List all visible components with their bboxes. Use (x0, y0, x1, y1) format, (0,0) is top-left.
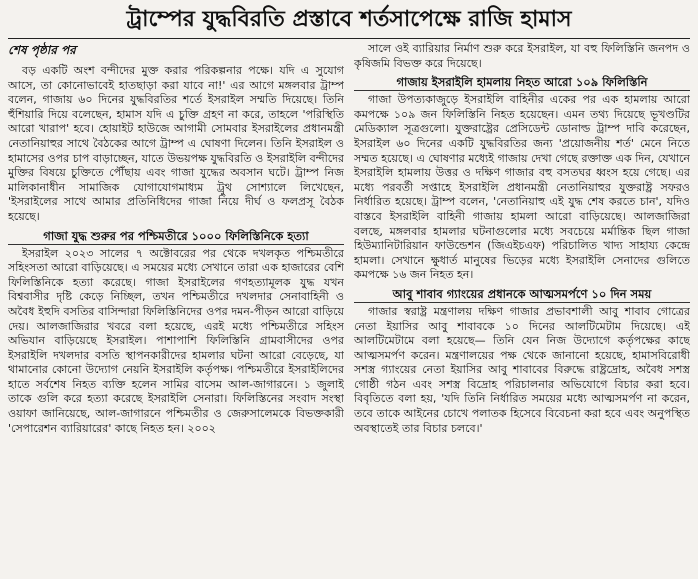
headline: ট্রাম্পের যুদ্ধবিরতি প্রস্তাবে শর্তসাপেক্ষে রাজি হামাস (126, 6, 572, 32)
continued-label: শেষ পৃষ্ঠার পর (8, 43, 76, 57)
paragraph: সালে ওই ব্যারিয়ার নির্মাণ শুরু করে ইসরাইল, যা বহু ফিলিস্তিনি জনপদ ও কৃষিজমি বিভক্ত করে দিয়েছে। (354, 42, 690, 70)
headline-divider (8, 38, 690, 39)
subheading: আবু শাবাব গ্যাংয়ের প্রধানকে আত্মসমর্পণে ১০ দিন সময় (354, 286, 690, 303)
left-column (8, 42, 344, 574)
paragraph: গাজার স্বরাষ্ট্র মন্ত্রণালয় দক্ষিণ গাজার প্রভাবশালী আবু শাবাব গোত্রের নেতা ইয়াসির আবু শাবাবকে ১০ দিনের আলটিমেটাম দিয়েছে। এই আলটিমেটামে বলা হয়েছে— তিনি যেন নিজ উদ্যোগে কর্তৃপক্ষের কাছে আত্মসমর্পণ করেন। মন্ত্রণালয়ের পক্ষ থেকে জানানো হয়েছে, হামাসবিরোধী সশস্ত্র গ্যাংয়ের নেতা ইয়াসির আবু শাবাবের বিরুদ্ধে রাষ্ট্রদ্রোহ, অবৈধ সশস্ত্র গোষ্ঠী গঠন এবং সশস্ত্র বিদ্রোহ পরিচালনার অভিযোগে বিচার করা হবে। বিবৃতিতে বলা হয়, 'যদি তিনি নির্ধারিত সময়ের মধ্যে আত্মসমর্পণ না করেন, তবে তাকে আইনের চোখে পলাতক হিসেবে বিবেচনা করা হবে এবং অনুপস্থিত অবস্থাতেই তার বিচার চলবে।' (354, 304, 690, 435)
paragraph: গাজা উপত্যকাজুড়ে ইসরাইলি বাহিনীর একের পর এক হামলায় আরো কমপক্ষে ১০৯ জন ফিলিস্তিনি নিহত হয়েছেন। এমন তথ্য দিয়েছে ভূখণ্ডটির মেডিক্যাল সূত্রগুলো। যুক্তরাষ্ট্রের প্রেসিডেন্ট ডোনাল্ড ট্রাম্প দাবি করেছেন, ইসরাইল ৬০ দিনের একটি যুদ্ধবিরতির জন্য 'প্রয়োজনীয় শর্ত' মেনে নিতে সম্মত হয়েছে। এ ঘোষণার মধ্যেই গাজায় দেখা গেছে রক্তাক্ত এক দিন, যেখানে ইসরাইলি হামলায় উত্তর ও দক্ষিণ গাজার বহু বসতঘর ধ্বংস হয়ে গেছে। এর মধ্যে পরবর্তী সপ্তাহে ইসরাইলি প্রধানমন্ত্রী নেতানিয়াহুর যুক্তরাষ্ট্র সফরও নির্ধারিত হয়েছে। ট্রাম্প বলেন, 'নেতানিয়াহু এই যুদ্ধ শেষ করতে চান', যদিও বাস্তবে ইসরাইলি বাহিনী গাজায় হামলা আরো বাড়িয়েছে। আলজাজিরা বলছে, মঙ্গলবার হামলার ঘটনাগুলোর মধ্যে সবচেয়ে মর্মান্তিক ছিল গাজা হিউম্যানিটারিয়ান ফাউন্ডেশন (জিএইচএফ) পরিচালিত খাদ্য সাহায্য কেন্দ্রে হামলা। সেখানে ক্ষুধার্ত মানুষের ভিড়ের মধ্যে ইসরাইলি সেনাদের গুলিতে কমপক্ষে ১৬ জন নিহত হন। (354, 93, 690, 282)
paragraph: ইসরাইল ২০২৩ সালের ৭ অক্টোবরের পর থেকে দখলকৃত পশ্চিমতীরে সহিংসতা আরো বাড়িয়েছে। এ সময়ের মধ্যে সেখানে তারা এক হাজারের বেশি ফিলিস্তিনিকে হত্যা করেছে। গাজা ইসরাইলের গণহত্যামূলক যুদ্ধ যখন বিশ্ববাসীর দৃষ্টি কেড়ে নিচ্ছিল, তখন পশ্চিমতীরে দখলদার সেনাবাহিনী ও অবৈধ ইহুদি বসতির বাসিন্দারা ফিলিস্তিনিদের ওপর দমন-পীড়ন আরো বাড়িয়ে দেয়। আলজাজিরার খবরে বলা হয়েছে, এরই মধ্যে পশ্চিমতীরে সহিংস অভিযান বাড়িয়েছে ইসরাইল। পাশাপাশি ফিলিস্তিনি গ্রামবাসীদের ওপর ইসরাইলি দখলদার বসতি স্থাপনকারীদের হামলার ঘটনা আরো বেড়েছে, যা থামানোর কোনো উদ্যোগ নেয়নি ইসরাইলি কর্তৃপক্ষ। পশ্চিমতীরে ইসরাইলিদের হাতে সর্বশেষ নিহত ব্যক্তি হলেন সামির বাসেম আল-জাগারনে। ১ জুলাই তাকে গুলি করে হত্যা করেছে ইসরাইলি সেনারা। ফিলিস্তিনের সংবাদ সংস্থা ওয়াফা জানিয়েছে, আল-জাগারনে পশ্চিমতীর ও জেরুসালেমকে বিভক্তকারী 'সেপারেশন ব্যারিয়ারের' কাছে নিহত হন। ২০০২ (8, 246, 344, 435)
subheading: গাজায় ইসরাইলি হামলায় নিহত আরো ১০৯ ফিলিস্তিনি (354, 74, 690, 91)
paragraph: বড় একটি অংশ বন্দীদের মুক্ত করার পরিকল্পনার পক্ষে। যদি এ সুযোগ আসে, তা কোনোভাবেই হাতছাড়া করা যাবে না!' এর আগে মঙ্গলবার ট্রাম্প বলেন, গাজায় ৬০ দিনের যুদ্ধবিরতির শর্তে ইসরাইল সম্মতি দিয়েছে। তিনি হুঁশিয়ারি দিয়ে বলেছেন, হামাস যদি এ চুক্তি গ্রহণ না করে, তাহলে 'পরিস্থিতি আরো খারাপ' হবে। হোয়াইট হাউজে আগামী সোমবার ইসরাইলের প্রধানমন্ত্রী নেতানিয়াহুর সাথে বৈঠকের আগে ট্রাম্প এ ঘোষণা দিলেন। তিনি ইসরাইল ও হামাসের ওপর চাপ বাড়াচ্ছেন, যাতে উভয়পক্ষ যুদ্ধবিরতি ও ইসরাইলি বন্দীদের মুক্তির বিষয়ে চুক্তিতে পৌঁছায় এবং গাজা যুদ্ধের অবসান ঘটে। ট্রাম্প নিজ মালিকানাধীন সামাজিক যোগাযোগমাধ্যম ট্রুথ সোশ্যালে লিখেছেন, 'ইসরাইলের সাথে আমার প্রতিনিধিদের গাজা নিয়ে দীর্ঘ ও ফলপ্রসূ বৈঠক হয়েছে। (8, 64, 344, 223)
article-columns (8, 42, 690, 574)
subheading: গাজা যুদ্ধ শুরুর পর পশ্চিমতীরে ১০০০ ফিলিস্তিনিকে হত্যা (8, 228, 344, 245)
right-column (354, 42, 690, 574)
